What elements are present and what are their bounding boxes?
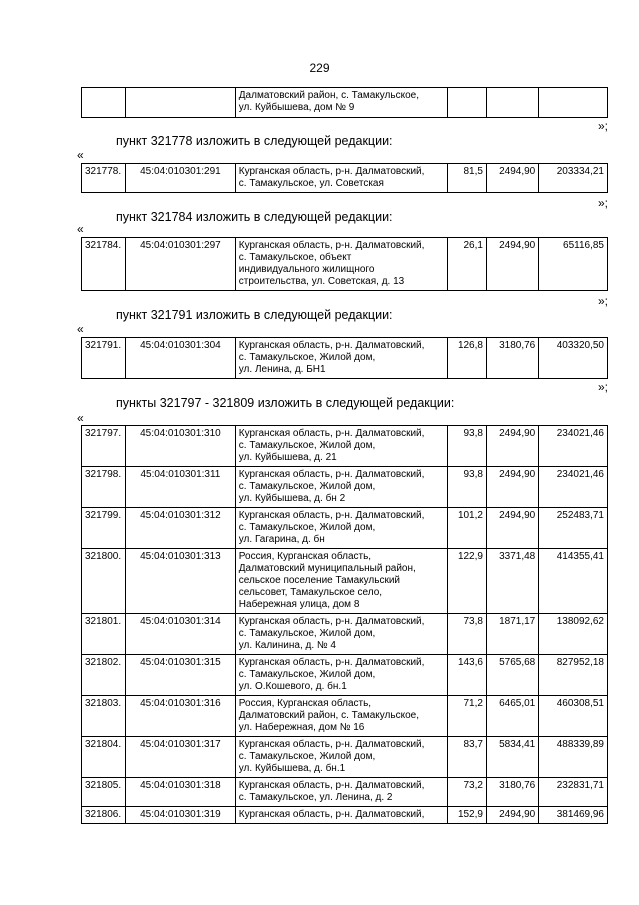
area: 73,8 [448, 614, 487, 655]
area: 122,9 [448, 549, 487, 614]
cadastral-number: 45:04:010301:313 [126, 549, 236, 614]
row-number: 321791. [82, 338, 126, 379]
rate: 6465,01 [486, 696, 538, 737]
rate: 5765,68 [486, 655, 538, 696]
area: 93,8 [448, 467, 487, 508]
table-row [82, 549, 608, 614]
rate: 3180,76 [486, 778, 538, 807]
registry-table-main [81, 425, 608, 824]
address: Курганская область, р-н. Далматовский, с. Тамакульское, Жилой дом, ул. Куйбышева, д. бн 2 [235, 467, 447, 508]
closing-quote: »; [597, 294, 608, 308]
address: Курганская область, р-н. Далматовский, с. Тамакульское, Жилой дом, ул. Куйбышева, д. бн.1 [235, 737, 447, 778]
cadastral-value: 234021,46 [539, 426, 608, 467]
row-number: 321797. [82, 426, 126, 467]
table-row [82, 737, 608, 778]
cadastral-value: 827952,18 [539, 655, 608, 696]
area: 83,7 [448, 737, 487, 778]
section-heading: пункт 321791 изложить в следующей редакции: [116, 308, 393, 322]
table-row [82, 696, 608, 737]
registry-table [81, 337, 608, 379]
registry-table [81, 237, 608, 291]
table-row [82, 508, 608, 549]
row-number: 321799. [82, 508, 126, 549]
cadastral-number: 45:04:010301:297 [126, 238, 236, 291]
opening-quote: « [77, 148, 84, 162]
cadastral-number: 45:04:010301:304 [126, 338, 236, 379]
address: Курганская область, р-н. Далматовский, [235, 807, 447, 824]
address: Курганская область, р-н. Далматовский, с. Тамакульское, Жилой дом, ул. Ленина, д. БН1 [235, 338, 447, 379]
table-row [82, 807, 608, 824]
cadastral-value: 234021,46 [539, 467, 608, 508]
cadastral-value [539, 88, 608, 118]
address: Россия, Курганская область, Далматовский муниципальный район, сельское поселение Тамакульский сельсовет, Тамакульское село, Набережная улица, дом 8 [235, 549, 447, 614]
row-number: 321778. [82, 164, 126, 193]
rate [486, 88, 538, 118]
cadastral-number [126, 88, 236, 118]
rate: 5834,41 [486, 737, 538, 778]
cadastral-number: 45:04:010301:316 [126, 696, 236, 737]
cadastral-number: 45:04:010301:312 [126, 508, 236, 549]
opening-quote: « [77, 411, 84, 425]
area: 93,8 [448, 426, 487, 467]
row-number: 321805. [82, 778, 126, 807]
cadastral-number: 45:04:010301:317 [126, 737, 236, 778]
section-heading: пункты 321797 - 321809 изложить в следующей редакции: [116, 396, 455, 410]
cadastral-number: 45:04:010301:291 [126, 164, 236, 193]
cadastral-value: 381469,96 [539, 807, 608, 824]
closing-quote: »; [597, 380, 608, 394]
cadastral-value: 232831,71 [539, 778, 608, 807]
cadastral-number: 45:04:010301:318 [126, 778, 236, 807]
cadastral-number: 45:04:010301:314 [126, 614, 236, 655]
rate: 2494,90 [486, 164, 538, 193]
rate: 2494,90 [486, 467, 538, 508]
row-number: 321804. [82, 737, 126, 778]
address: Курганская область, р-н. Далматовский, с. Тамакульское, Жилой дом, ул. Калинина, д. № 4 [235, 614, 447, 655]
area: 73,2 [448, 778, 487, 807]
table-row [82, 164, 608, 193]
area: 152,9 [448, 807, 487, 824]
row-number: 321784. [82, 238, 126, 291]
area [448, 88, 487, 118]
area: 26,1 [448, 238, 487, 291]
row-number: 321803. [82, 696, 126, 737]
address: Курганская область, р-н. Далматовский, с. Тамакульское, объект индивидуального жилищного строительства, ул. Советская, д. 13 [235, 238, 447, 291]
area: 101,2 [448, 508, 487, 549]
cadastral-value: 203334,21 [539, 164, 608, 193]
rate: 2494,90 [486, 238, 538, 291]
address: Далматовский район, с. Тамакульское, ул. Куйбышева, дом № 9 [235, 88, 447, 118]
cadastral-value: 403320,50 [539, 338, 608, 379]
table-row [82, 655, 608, 696]
cadastral-value: 252483,71 [539, 508, 608, 549]
registry-table [81, 163, 608, 193]
table-row [82, 338, 608, 379]
registry-table-continued [81, 87, 608, 118]
opening-quote: « [77, 322, 84, 336]
table-row [82, 426, 608, 467]
table-row [82, 614, 608, 655]
section-heading: пункт 321778 изложить в следующей редакции: [116, 134, 393, 148]
rate: 1871,17 [486, 614, 538, 655]
opening-quote: « [77, 222, 84, 236]
row-number: 321806. [82, 807, 126, 824]
table-row [82, 88, 608, 118]
closing-quote: »; [597, 196, 608, 210]
row-number: 321800. [82, 549, 126, 614]
address: Курганская область, р-н. Далматовский, с. Тамакульское, ул. Советская [235, 164, 447, 193]
address: Курганская область, р-н. Далматовский, с. Тамакульское, Жилой дом, ул. Гагарина, д. бн [235, 508, 447, 549]
cadastral-value: 138092,62 [539, 614, 608, 655]
cadastral-number: 45:04:010301:311 [126, 467, 236, 508]
closing-quote: »; [597, 119, 608, 133]
area: 81,5 [448, 164, 487, 193]
page-number: 229 [309, 61, 330, 75]
row-number: 321798. [82, 467, 126, 508]
rate: 2494,90 [486, 807, 538, 824]
cadastral-number: 45:04:010301:315 [126, 655, 236, 696]
area: 126,8 [448, 338, 487, 379]
area: 143,6 [448, 655, 487, 696]
table-row [82, 467, 608, 508]
table-row [82, 238, 608, 291]
address: Курганская область, р-н. Далматовский, с. Тамакульское, Жилой дом, ул. Куйбышева, д. 21 [235, 426, 447, 467]
row-number: 321802. [82, 655, 126, 696]
address: Курганская область, р-н. Далматовский, с. Тамакульское, Жилой дом, ул. О.Кошевого, д. бн.1 [235, 655, 447, 696]
cadastral-number: 45:04:010301:310 [126, 426, 236, 467]
address: Россия, Курганская область, Далматовский район, с. Тамакульское, ул. Набережная, дом № 16 [235, 696, 447, 737]
row-number: 321801. [82, 614, 126, 655]
rate: 2494,90 [486, 426, 538, 467]
rate: 3180,76 [486, 338, 538, 379]
rate: 3371,48 [486, 549, 538, 614]
cadastral-number: 45:04:010301:319 [126, 807, 236, 824]
cadastral-value: 488339,89 [539, 737, 608, 778]
cadastral-value: 460308,51 [539, 696, 608, 737]
cadastral-value: 65116,85 [539, 238, 608, 291]
rate: 2494,90 [486, 508, 538, 549]
cadastral-value: 414355,41 [539, 549, 608, 614]
row-number [82, 88, 126, 118]
table-row [82, 778, 608, 807]
address: Курганская область, р-н. Далматовский, с. Тамакульское, ул. Ленина, д. 2 [235, 778, 447, 807]
section-heading: пункт 321784 изложить в следующей редакции: [116, 210, 393, 224]
area: 71,2 [448, 696, 487, 737]
